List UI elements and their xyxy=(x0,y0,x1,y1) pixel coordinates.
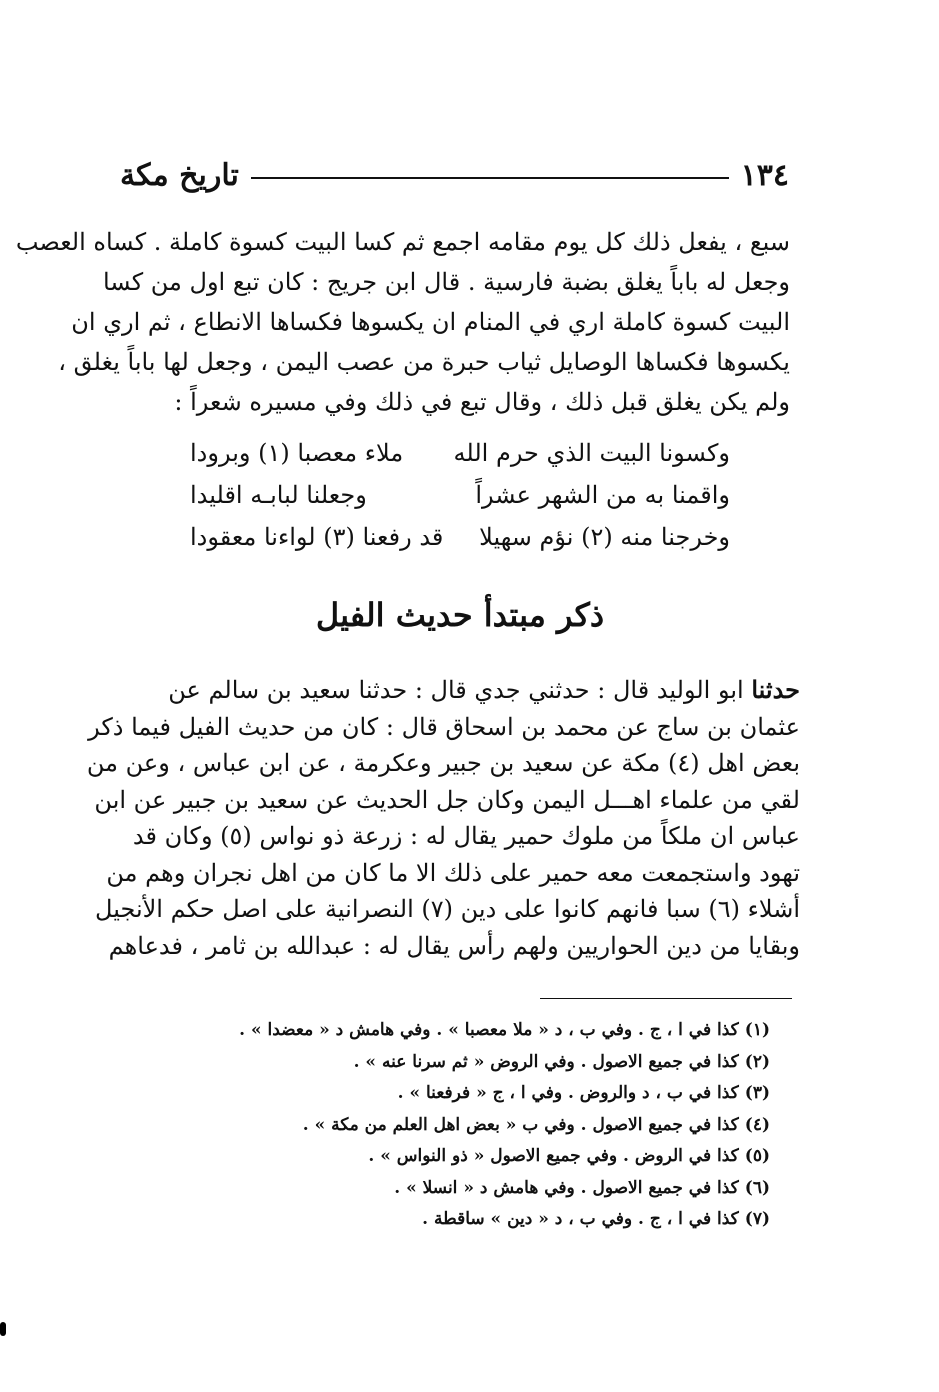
footnote xyxy=(180,1047,770,1079)
text-line: وبقايا من دين الحواريين ولهم رأس يقال له : عبدالله بن ثامر ، فدعاهم xyxy=(108,931,800,960)
poem-verse xyxy=(190,432,730,474)
footnote-text: كذا في ب ، د والروض . وفي ا ، ج « فرفعنا » . xyxy=(397,1083,739,1103)
footnote-number: (٤) xyxy=(744,1114,770,1135)
footnote-number: (٦) xyxy=(744,1177,770,1198)
opening-paragraph xyxy=(15,222,790,422)
footnote-text: كذا في الروض . وفي جميع الاصول « ذو النواس » . xyxy=(368,1146,739,1166)
footnote-text: كذا في ا ، ج . وفي ب ، د « دين » ساقطة . xyxy=(422,1209,739,1229)
text-line: لقي من علماء اهـــل اليمن وكان جل الحديث عن سعيد بن جبير عن ابن xyxy=(94,785,800,814)
verse-second-hemistich: وجعلنا لبابـه اقليدا xyxy=(190,481,367,509)
footnote xyxy=(180,1204,770,1236)
section-heading: ذكر مبتدأ حديث الفيل xyxy=(315,596,605,634)
text-line: البيت كسوة كاملة اري في المنام ان يكسوها فكساها الانطاع ، ثم اري ان xyxy=(71,308,790,336)
header-rule xyxy=(251,177,729,179)
narration-paragraph xyxy=(86,672,800,964)
footnote xyxy=(180,1078,770,1110)
poem-verse xyxy=(190,474,730,516)
footnote-number: (٥) xyxy=(744,1146,770,1166)
footnote-number: (٧) xyxy=(744,1209,770,1229)
footnotes xyxy=(180,1015,770,1236)
text-line xyxy=(120,672,800,709)
footnote-text: كذا في جميع الاصول . وفي ب « بعض اهل العلم من مكة » . xyxy=(302,1114,739,1135)
footnote-number: (٢) xyxy=(744,1051,770,1072)
text-line: وجعل له باباً يغلق بضبة فارسية . قال ابن جريج : كان تبع اول من كسا xyxy=(102,268,790,296)
text-line: عثمان بن ساج عن محمد بن اسحاق قال : كان من حديث الفيل فيما ذكر xyxy=(88,712,800,741)
text-line: يكسوها فكساها الوصايل ثياب حبرة من عصب اليمن ، وجعل لها باباً يغلق ، xyxy=(58,348,790,376)
verse-first-hemistich: وخرجنا منه (٢) نؤم سهيلا xyxy=(479,523,730,551)
poem xyxy=(190,432,730,558)
text-line: تهود واستجمعت معه حمير على ذلك الا ما كان من اهل نجران وهم من xyxy=(106,858,800,887)
poem-verse xyxy=(190,516,730,558)
footnote xyxy=(180,1173,770,1205)
narration-first-line: ابو الوليد قال : حدثني جدي قال : حدثنا سعيد بن سالم عن xyxy=(168,676,752,704)
footnote-text: كذا في جميع الاصول . وفي هامش د « انسلا » . xyxy=(394,1177,739,1198)
text-line: عباس ان ملكاً من ملوك حمير يقال له : زرعة ذو نواس (٥) وكان قد xyxy=(132,822,800,850)
scan-edge-mark xyxy=(0,1322,6,1336)
text-line: أشلاء (٦) سبا فانهم كانوا على دين (٧) النصرانية على اصل حكم الأنجيل xyxy=(95,895,800,923)
footnote xyxy=(180,1015,770,1047)
footnote xyxy=(180,1110,770,1142)
footnote-text: كذا في جميع الاصول . وفي الروض « ثم سرنا عنه » . xyxy=(353,1051,739,1072)
verse-second-hemistich: قد رفعنا (٣) لواءنا معقودا xyxy=(190,523,444,551)
verse-first-hemistich: واقمنا به من الشهر عشراً xyxy=(475,481,730,509)
text-line: سبع ، يفعل ذلك كل يوم مقامه اجمع ثم كسا البيت كسوة كاملة . كساه العصب xyxy=(15,228,790,256)
footnote-separator xyxy=(540,998,792,999)
running-title: تاريخ مكة xyxy=(120,157,239,193)
text-line: بعض اهل (٤) مكة عن سعيد بن جبير وعكرمة ، عن ابن عباس ، وعن من xyxy=(86,749,800,777)
text-line: ولم يكن يغلق قبل ذلك ، وقال تبع في ذلك وفي مسيره شعراً : xyxy=(174,388,790,416)
narration-lead: حدثنا xyxy=(751,675,800,704)
page-number: ١٣٤ xyxy=(740,157,789,193)
footnote-number: (٣) xyxy=(744,1083,770,1103)
verse-second-hemistich: ملاء معصبا (١) وبرودا xyxy=(190,439,404,467)
footnote-text: كذا في ا ، ج . وفي ب ، د « ملا معصبا » . وفي هامش د « معضدا » . xyxy=(239,1020,739,1040)
footnote-number: (١) xyxy=(744,1020,770,1040)
running-header xyxy=(120,150,789,200)
footnote xyxy=(180,1141,770,1173)
verse-first-hemistich: وكسونا البيت الذي حرم الله xyxy=(453,439,730,467)
